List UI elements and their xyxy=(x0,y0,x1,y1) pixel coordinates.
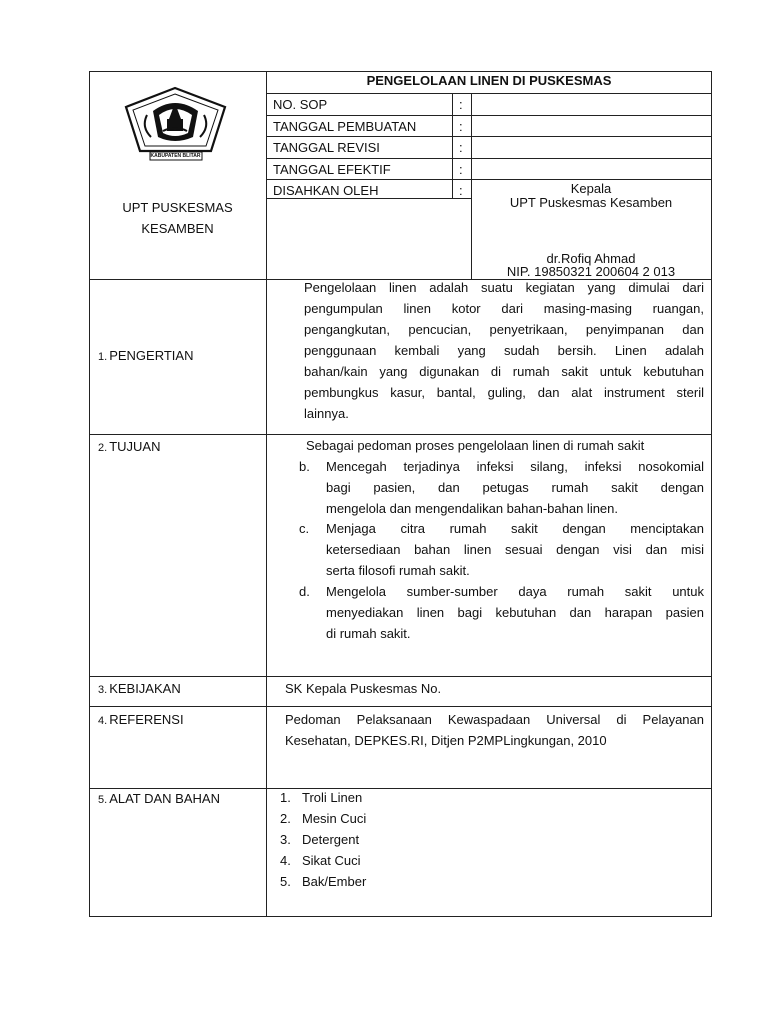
section-label-alat-dan-bahan: 5. ALAT DAN BAHAN xyxy=(98,791,220,806)
kebijakan-text: SK Kepala Puskesmas No. xyxy=(285,681,442,696)
tujuan-intro: Sebagai pedoman proses pengelolaan linen di rumah sakit xyxy=(306,438,645,453)
alat-item-text: Troli Linen xyxy=(302,790,363,805)
alat-item-marker: 1. xyxy=(280,790,291,805)
field-label-disahkan-oleh: DISAHKAN OLEH xyxy=(273,183,379,198)
field-label-tanggal-revisi: TANGGAL REVISI xyxy=(273,140,380,155)
field-colon: : xyxy=(459,162,463,177)
header-row-line xyxy=(266,115,712,116)
tujuan-item-marker: b. xyxy=(299,459,310,474)
section-label-tujuan: 2. TUJUAN xyxy=(98,439,161,454)
logo-caption: KABUPATEN BLITAR xyxy=(150,153,201,159)
tujuan-item: Mengelola sumber-sumber daya rumah sakit untuk menyediakan linen bagi kebutuhan dan harapan pasien di rumah sakit. xyxy=(326,584,704,641)
header-colon-divider xyxy=(452,93,453,199)
section-line xyxy=(89,676,712,677)
field-label-tanggal-efektif: TANGGAL EFEKTIF xyxy=(273,162,391,177)
alat-item-marker: 2. xyxy=(280,811,291,826)
table-border-right xyxy=(711,71,712,917)
header-row-line xyxy=(266,198,471,199)
pengertian-text: Pengelolaan linen adalah suatu kegiatan yang dimulai dari pengumpulan linen kotor dari masing-masing ruangan, pengangkutan, pencucian, penyetrikaan, penyimpanan dan penggunaan kembali yang sudah bersih. Linen adalah bahan/kain yang digunakan di rumah sakit untuk kebutuhan pembungkus kasur, bantal, guling, dan alat instrument steril lainnya. xyxy=(304,280,704,421)
kabupaten-blitar-logo xyxy=(123,85,228,161)
field-colon: : xyxy=(459,97,463,112)
section-label-kebijakan: 3. KEBIJAKAN xyxy=(98,681,181,696)
field-label-tanggal-pembuatan: TANGGAL PEMBUATAN xyxy=(273,119,417,134)
field-colon: : xyxy=(459,119,463,134)
field-colon: : xyxy=(459,183,463,198)
approver-name: dr.Rofiq Ahmad xyxy=(546,251,636,266)
approver-role: Kepala xyxy=(570,181,612,196)
field-label-no-sop: NO. SOP xyxy=(273,97,328,112)
approver-unit: UPT Puskesmas Kesamben xyxy=(509,195,673,210)
field-colon: : xyxy=(459,140,463,155)
table-border-bottom xyxy=(89,916,712,917)
section-label-pengertian: 1. PENGERTIAN xyxy=(98,348,194,363)
tujuan-item: Menjaga citra rumah sakit dengan menciptakan ketersediaan bahan linen sesuai dengan visi dan misi serta filosofi rumah sakit. xyxy=(326,521,704,578)
approver-nip: NIP. 19850321 200604 2 013 xyxy=(506,264,676,279)
tujuan-item: Mencegah terjadinya infeksi silang, infeksi nosokomial bagi pasien, dan petugas rumah sakit dengan mengelola dan mengendalikan bahan-bahan linen. xyxy=(326,459,704,516)
organization-name-line1: UPT PUSKESMAS xyxy=(122,200,233,215)
tujuan-item-marker: d. xyxy=(299,584,310,599)
tujuan-item-marker: c. xyxy=(299,521,310,536)
header-row-line xyxy=(266,93,712,94)
header-row-line xyxy=(266,179,712,180)
header-row-line xyxy=(266,136,712,137)
alat-item-marker: 5. xyxy=(280,874,291,889)
table-border-top xyxy=(89,71,712,72)
section-label-referensi: 4. REFERENSI xyxy=(98,712,184,727)
table-border-left xyxy=(89,71,90,917)
alat-item-marker: 3. xyxy=(280,832,291,847)
section-line xyxy=(89,706,712,707)
alat-item-marker: 4. xyxy=(280,853,291,868)
referensi-text: Pedoman Pelaksanaan Kewaspadaan Universal di Pelayanan Kesehatan, DEPKES.RI, Ditjen P2MPLingkungan, 2010 xyxy=(285,712,704,748)
header-row-line xyxy=(266,158,712,159)
section-line xyxy=(89,788,712,789)
alat-item-text: Mesin Cuci xyxy=(302,811,367,826)
alat-item-text: Bak/Ember xyxy=(302,874,367,889)
alat-item-text: Sikat Cuci xyxy=(302,853,361,868)
section-line xyxy=(89,434,712,435)
alat-item-text: Detergent xyxy=(302,832,360,847)
document-title: PENGELOLAAN LINEN DI PUSKESMAS xyxy=(366,73,612,88)
organization-name-line2: KESAMBEN xyxy=(141,221,214,236)
